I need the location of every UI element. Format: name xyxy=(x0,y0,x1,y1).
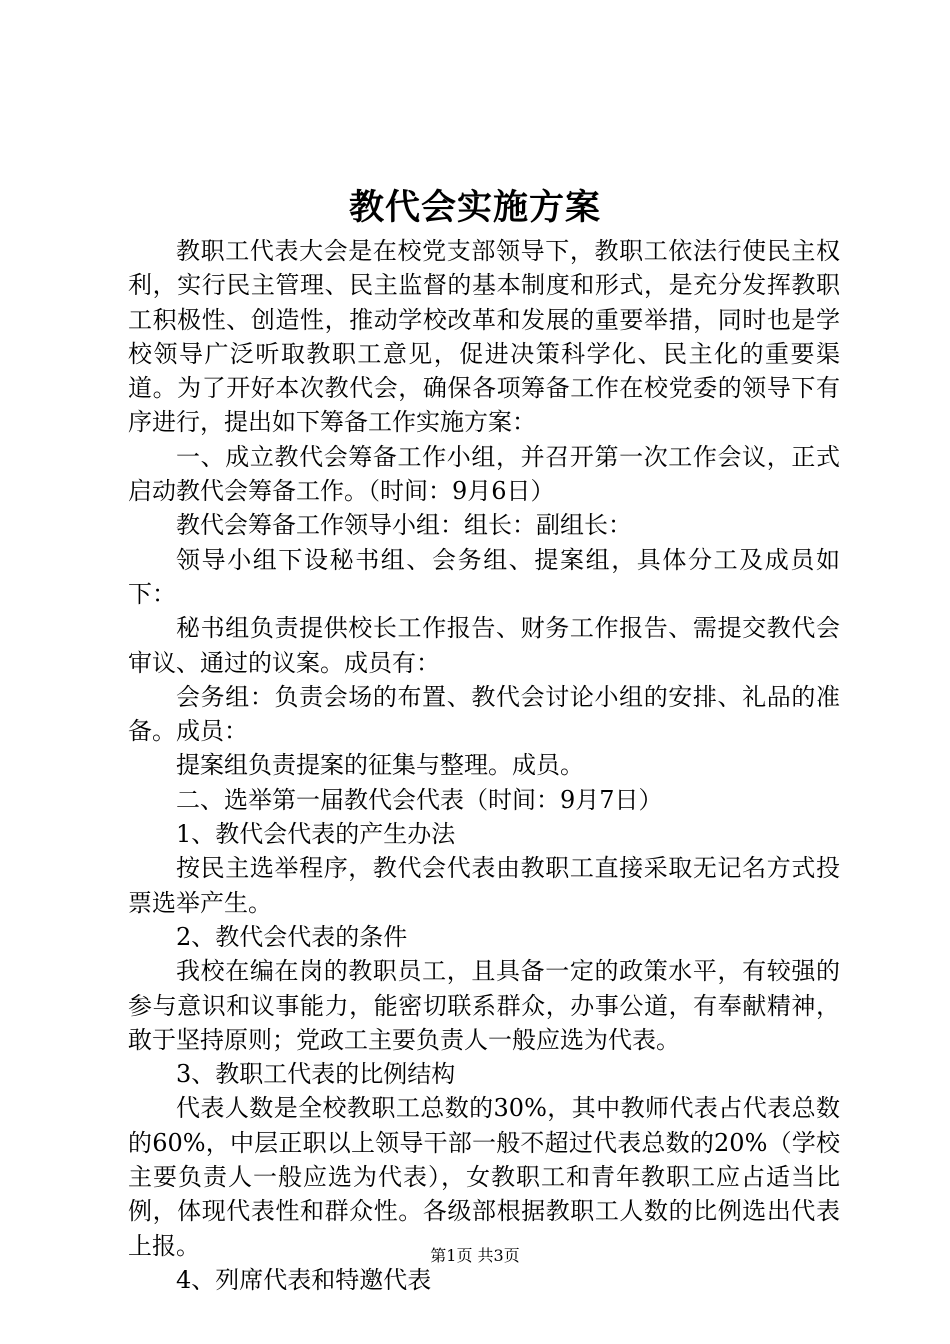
document-title: 教代会实施方案 xyxy=(348,187,601,228)
paragraph-heading-observers: 4、列席代表和特邀代表 xyxy=(176,1265,432,1294)
paragraph-intro: 教职工代表大会是在校党支部领导下，教职工依法行使民主权利，实行民主管理、民主监督的基本制度和形式，是充分发挥教职工积极性、创造性，推动学校改革和发展的重要举措，同时也是学校领导广泛听取教职工意见，促进决策科学化、民主化的重要渠道。为了开好本次教代会，确保各项筹备工作在校党委的领导下有序进行，提出如下筹备工作实施方案： xyxy=(128,237,840,437)
paragraph-secretary-group: 秘书组负责提供校长工作报告、财务工作报告、需提交教代会审议、通过的议案。成员有： xyxy=(128,614,840,677)
document-body xyxy=(128,234,840,1297)
paragraph-heading-conditions: 2、教代会代表的条件 xyxy=(176,922,408,951)
paragraph-section-1: 一、成立教代会筹备工作小组，并召开第一次工作会议，正式启动教代会筹备工作。（时间：9月6日） xyxy=(128,442,840,506)
paragraph-section-2: 二、选举第一届教代会代表（时间：9月7日） xyxy=(176,785,663,814)
paragraph-ratio: 代表人数是全校教职工总数的30%，其中教师代表占代表总数的60%，中层正职以上领导干部一般不超过代表总数的20%（学校主要负责人一般应选为代表），女教职工和青年教职工应占适当比例，体现代表性和群众性。各级部根据教职工人数的比例选出代表上报。 xyxy=(128,1094,840,1260)
page-footer: 第1页 共3页 xyxy=(430,1246,520,1265)
paragraph-proposal-group: 提案组负责提案的征集与整理。成员。 xyxy=(176,751,584,780)
paragraph-conditions: 我校在编在岗的教职员工，且具备一定的政策水平，有较强的参与意识和议事能力，能密切联系群众，办事公道，有奉献精神，敢于坚持原则；党政工主要负责人一般应选为代表。 xyxy=(128,957,840,1054)
paragraph-affairs-group: 会务组：负责会场的布置、教代会讨论小组的安排、礼品的准备。成员： xyxy=(128,682,840,746)
paragraph-election-method: 按民主选举程序，教代会代表由教职工直接采取无记名方式投票选举产生。 xyxy=(128,854,840,917)
paragraph-leadership-group: 教代会筹备工作领导小组：组长：副组长： xyxy=(176,511,632,540)
paragraph-heading-ratio: 3、教职工代表的比例结构 xyxy=(176,1060,456,1089)
paragraph-heading-method: 1、教代会代表的产生办法 xyxy=(176,820,456,849)
paragraph-subgroups: 领导小组下设秘书组、会务组、提案组，具体分工及成员如下： xyxy=(128,545,840,608)
